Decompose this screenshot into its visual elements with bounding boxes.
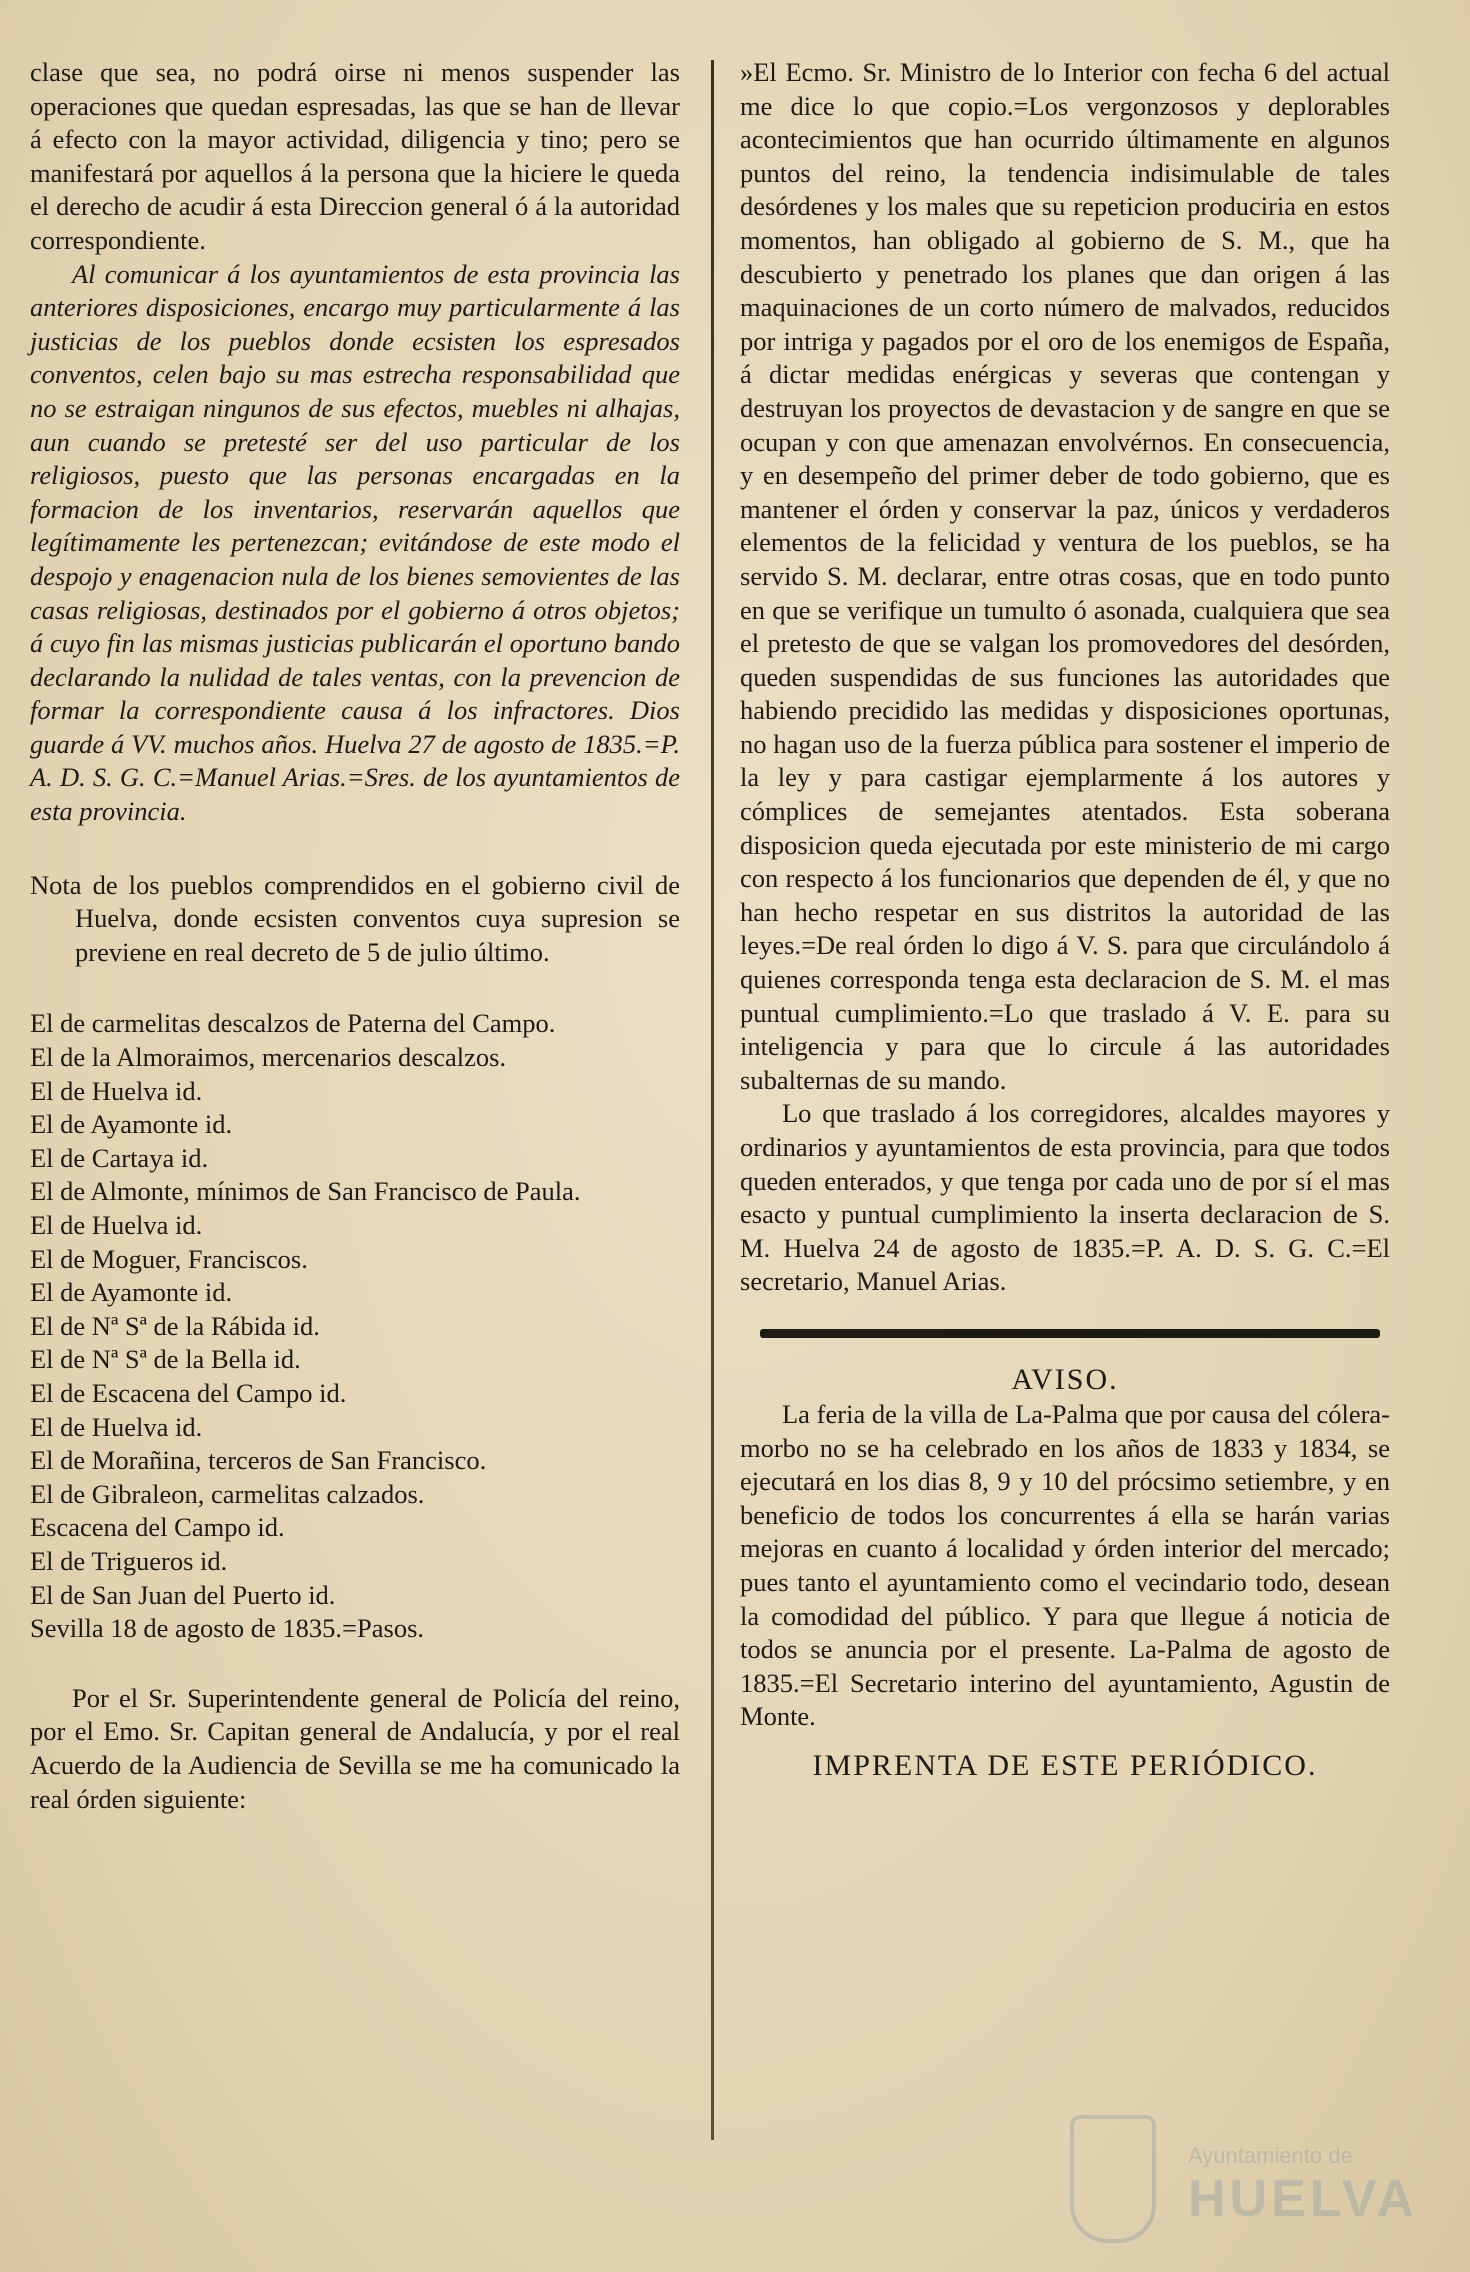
superintendente-paragraph: Por el Sr. Superintendente general de Policía del reino, por el Emo. Sr. Capitan general de Andalucía, y por el real Acuerdo de la Audiencia de Sevilla se me ha comunicado la real órden siguiente: [30, 1682, 680, 1814]
comunicacion-paragraph: Al comunicar á los ayuntamientos de esta provincia las anteriores disposiciones, encargo muy particularmente á las justicias de los pueblos donde ecsisten los espresados conventos, celen bajo su mas estrecha responsabilidad que no se estraigan ningunos de sus efectos, muebles ni alhajas, aun cuando se pretesté ser del uso particular de los religiosos, puesto que las personas encargadas en la formacion de los inventarios, reservarán aquellos que legítimamente les pertenezcan; evitándose de este modo el despojo y enagenacion nula de los bienes semovientes de las casas religiosas, destinados por el gobierno á otros objetos; á cuyo fin las mismas justicias publicarán el oportuno bando declarando la nulidad de tales ventas, con la prevencion de formar la correspondiente causa á los infractores. Dios guarde á VV. muchos años. Huelva 27 de agosto de 1835.=P. A. D. S. G. C.=Manuel Arias.=Sres. de los ayuntamientos de esta provincia. [30, 258, 680, 827]
list-item: El de Almonte, mínimos de San Francisco de Paula. [30, 1176, 581, 1207]
list-item: El de Trigueros id. [30, 1545, 228, 1576]
list-item: El de Cartaya id. [30, 1142, 209, 1173]
list-item: El de Morañina, terceros de San Francisco. [30, 1445, 487, 1476]
aviso-title: AVISO. [1011, 1362, 1119, 1396]
list-signature: Sevilla 18 de agosto de 1835.=Pasos. [30, 1613, 425, 1644]
list-item: El de Huelva id. [30, 1210, 203, 1240]
nota-heading: Nota de los pueblos comprendidos en el gobierno civil de Huelva, donde ecsisten conventos cuya supresion se previene en real decreto de 5 de julio último. [30, 869, 680, 967]
list-item: El de Escacena del Campo id. [30, 1377, 347, 1408]
traslado-paragraph: Lo que traslado á los corregidores, alcaldes mayores y ordinarios y ayuntamientos de esta provincia, para que todos queden enterados, y que tenga por cada uno de por sí el mas esacto y puntual cumplimiento la inserta declaracion de S. M. Huelva 24 de agosto de 1835.=P. A. D. S. G. C.=El secretario, Manuel Arias. [740, 1098, 1390, 1297]
list-item: El de San Juan del Puerto id. [30, 1579, 336, 1610]
archive-watermark [1070, 2115, 1419, 2255]
watermark-line2: HUELVA [1188, 2170, 1419, 2228]
left-column [30, 56, 680, 1816]
watermark-line1: Ayuntamiento de [1188, 2143, 1353, 2168]
convent-list [30, 1007, 680, 1645]
list-item: El de Huelva id. [30, 1075, 203, 1106]
list-item: El de la Almoraimos, mercenarios descalzos. [30, 1042, 507, 1073]
right-column [740, 56, 1390, 1784]
list-item: El de Ayamonte id. [30, 1277, 233, 1308]
list-item: El de carmelitas descalzos de Paterna del Campo. [30, 1008, 556, 1039]
list-item: Escacena del Campo id. [30, 1512, 285, 1543]
imprenta-footer: IMPRENTA DE ESTE PERIÓDICO. [812, 1748, 1318, 1782]
aviso-paragraph: La feria de la villa de La-Palma que por causa del cólera-morbo no se ha celebrado en los años de 1833 y 1834, se ejecutará en los dias 8, 9 y 10 del prócsimo setiembre, y en beneficio de todos los concurrentes á ella se harán varias mejoras en cuanto á localidad y órden interior del mercado; pues tanto el ayuntamiento como el vecindario todo, desean la comodidad del público. Y para que llegue á noticia de todos se anuncia por el presente. La-Palma de agosto de 1835.=El Secretario interino del ayuntamiento, Agustin de Monte. [740, 1398, 1390, 1732]
opening-paragraph: clase que sea, no podrá oirse ni menos suspender las operaciones que quedan espresadas, las que se han de llevar á efecto con la mayor actividad, diligencia y tino; pero se manifestará por aquellos á la persona que la hiciere le queda el derecho de acudir á esta Direccion general ó á la autoridad correspondiente. [30, 57, 680, 255]
list-item: El de Moguer, Franciscos. [30, 1243, 308, 1274]
column-divider [711, 60, 714, 2140]
list-item: El de Ayamonte id. [30, 1109, 233, 1140]
list-item: El de Huelva id. [30, 1411, 203, 1442]
section-rule [760, 1329, 1380, 1338]
shield-icon [1070, 2115, 1156, 2243]
list-item: El de Nª Sª de la Rábida id. [30, 1310, 320, 1341]
list-item: El de Gibraleon, carmelitas calzados. [30, 1478, 425, 1509]
list-item: El de Nª Sª de la Bella id. [30, 1344, 301, 1375]
real-orden-paragraph: »El Ecmo. Sr. Ministro de lo Interior con fecha 6 del actual me dice lo que copio.=Los vergonzosos y deplorables acontecimientos que han ocurrido últimamente en algunos puntos del reino, la tendencia indisimulable de tales desórdenes y los males que su repeticion produciria en estos momentos, han obligado al gobierno de S. M., que ha descubierto y penetrado los planes que dan origen á las maquinaciones de un corto número de malvados, reducidos por intriga y pagados por el oro de los enemigos de España, á dictar medidas enérgicas y severas que contengan y destruyan los proyectos de devastacion y de sangre en que se ocupan y con que amenazan envolvérnos. En consecuencia, y en desempeño del primer deber de todo gobierno, que es mantener el órden y conservar la paz, únicos y verdaderos elementos de la felicidad y ventura de los pueblos, se ha servido S. M. declarar, entre otras cosas, que en todo punto en que se verifique un tumulto ó asonada, cualquiera que sea el pretesto de que se valgan los promovedores del desórden, queden suspendidas de sus funciones las autoridades que habiendo precidido las medidas y disposiciones oportunas, no hagan uso de la fuerza pública para sostener el imperio de la ley y para castigar ejemplarmente á los autores y cómplices de semejantes atentados. Esta soberana disposicion queda ejecutada por este ministerio de mi cargo con respecto á los funcionarios que dependen de él, y que no han hecho respetar en sus distritos la autoridad de las leyes.=De real órden lo digo á V. S. para que circulándolo á quienes corresponda tenga esta declaracion de S. M. el mas puntual cumplimiento.=Lo que traslado á V. E. para su inteligencia y para que lo circule á las autoridades subalternas de su mando. [740, 57, 1390, 1095]
